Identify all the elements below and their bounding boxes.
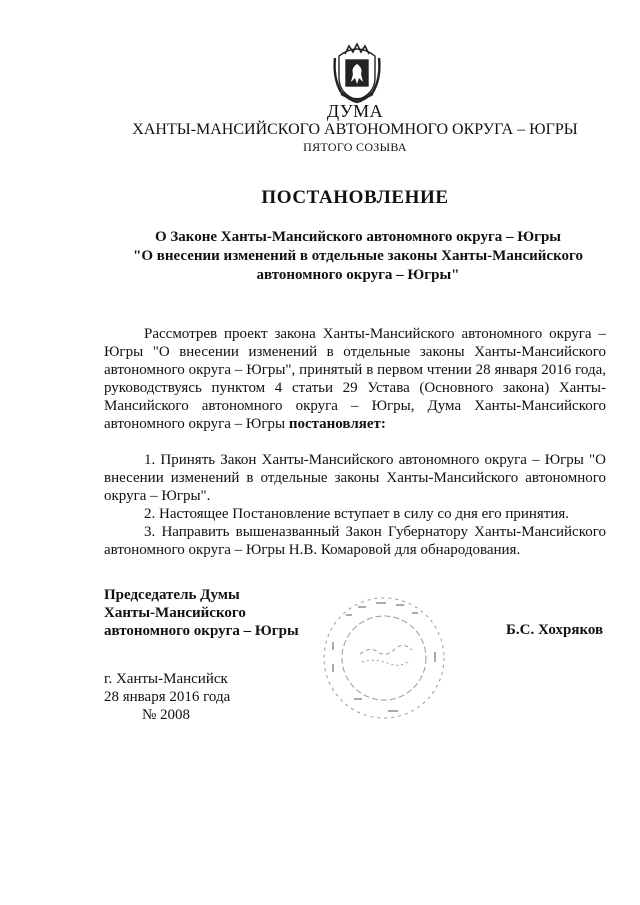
okrug-title: ХАНТЫ-МАНСИЙСКОГО АВТОНОМНОГО ОКРУГА – ЮГРЫ [132,121,578,138]
date-text: 28 января 2016 года [104,689,231,705]
document-subject [110,228,606,285]
signatory-title [104,586,299,640]
signatory-line: Ханты-Мансийского [104,605,246,621]
resolution-item-2: 2. Настоящее Постановление вступает в силу со дня его принятия. [144,506,570,522]
resolution-item-1: 1. Принять Закон Ханты-Мансийского автономного округа – Югры "О внесении изменений в отдельные законы Ханты-Мансийского автономного округа – Югры". [104,452,606,504]
document-number: № 2008 [142,707,191,723]
convocation-title: ПЯТОГО СОЗЫВА [303,140,407,154]
resolves-text: постановляет: [288,416,386,432]
duma-title: ДУМА [326,101,384,121]
preamble-paragraph [104,325,606,433]
document-body [104,325,606,559]
subject-line: О Законе Ханты-Мансийского автономного округа – Югры [154,229,562,245]
resolution-item-3: 3. Направить вышеназванный Закон Губернатору Ханты-Мансийского автономного округа – Югры Н.В. Комаровой для обнародования. [104,524,606,558]
signatory-line: Председатель Думы [104,587,240,603]
document-type-title: ПОСТАНОВЛЕНИЕ [261,187,449,208]
signatory-name: Б.С. Хохряков [506,622,604,638]
coat-of-arms-icon [331,38,383,104]
preamble-text: Рассмотрев проект закона Ханты-Мансийского автономного округа – Югры "О внесении изменений в отдельные законы Ханты-Мансийского автономного округа – Югры", принятый в первом чтении 28 января 2016 года, руководствуясь пунктом 4 статьи 29 Устава (Основного закона) Ханты-Мансийского автономного округа – Югры, Дума Ханты-Мансийского автономного округа – Югры [104,326,606,432]
document-footer [104,670,230,724]
round-seal-stamp [318,592,450,724]
signatory-line: автономного округа – Югры [104,623,299,639]
subject-line: "О внесении изменений в отдельные законы Ханты-Мансийского [133,248,583,264]
subject-line: автономного округа – Югры" [256,267,460,283]
city-text: г. Ханты-Мансийск [104,671,228,687]
